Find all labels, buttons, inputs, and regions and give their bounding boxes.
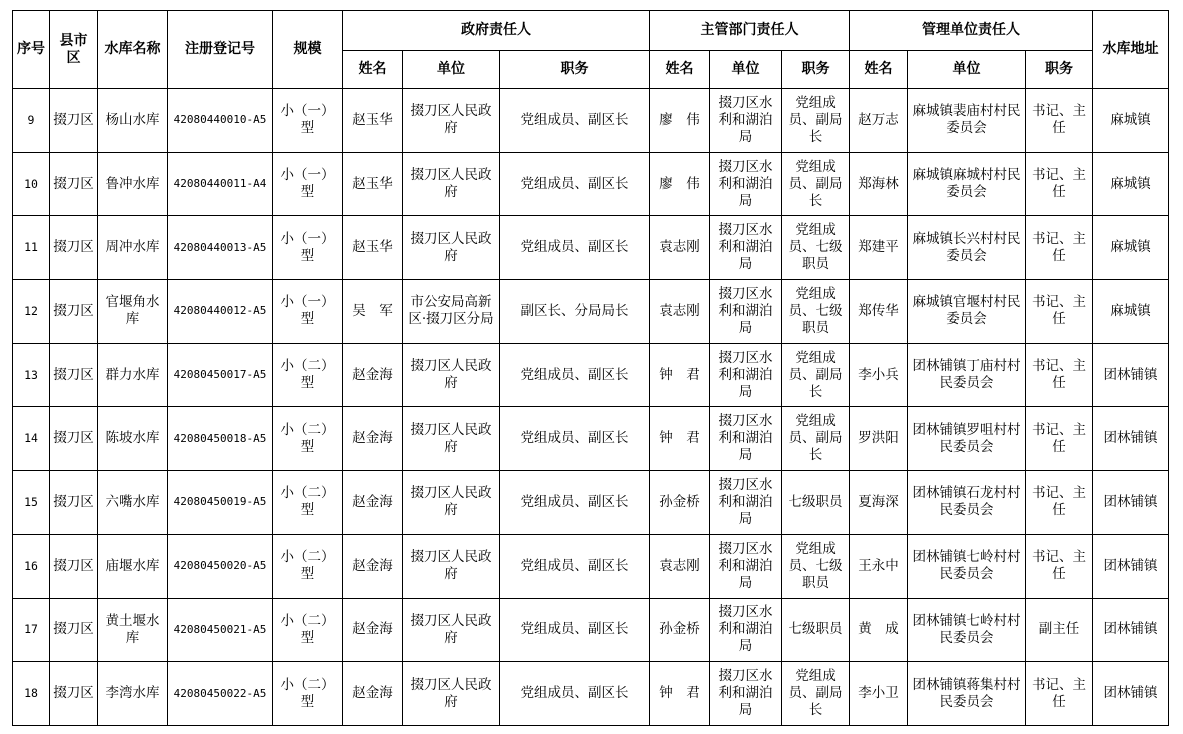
cell-gov-unit: 掇刀区人民政府: [403, 89, 500, 153]
cell-reservoir-name: 黄土堰水库: [98, 598, 168, 662]
table-row: [13, 343, 1169, 407]
cell-registration-number: 42080450022-A5: [168, 662, 273, 726]
header-dept-unit: 单位: [710, 51, 782, 89]
cell-scale: 小（一）型: [273, 152, 343, 216]
cell-dept-name: 袁志刚: [650, 216, 710, 280]
table-row: [13, 407, 1169, 471]
cell-dept-name: 钟 君: [650, 343, 710, 407]
cell-county: 掇刀区: [50, 407, 98, 471]
cell-registration-number: 42080450017-A5: [168, 343, 273, 407]
header-dept-name: 姓名: [650, 51, 710, 89]
cell-mgmt-name: 李小卫: [850, 662, 908, 726]
cell-reservoir-name: 陈坡水库: [98, 407, 168, 471]
header-mgmt-name: 姓名: [850, 51, 908, 89]
header-registration-number: 注册登记号: [168, 11, 273, 89]
cell-mgmt-unit: 团林铺镇七岭村村民委员会: [908, 598, 1026, 662]
cell-gov-title: 党组成员、副区长: [500, 662, 650, 726]
cell-registration-number: 42080450018-A5: [168, 407, 273, 471]
cell-gov-title: 党组成员、副区长: [500, 534, 650, 598]
cell-address: 麻城镇: [1093, 280, 1169, 344]
cell-mgmt-unit: 麻城镇长兴村村民委员会: [908, 216, 1026, 280]
cell-gov-title: 党组成员、副区长: [500, 216, 650, 280]
cell-dept-unit: 掇刀区水利和湖泊局: [710, 216, 782, 280]
cell-scale: 小（一）型: [273, 280, 343, 344]
cell-mgmt-title: 副主任: [1026, 598, 1093, 662]
cell-seq: 9: [13, 89, 50, 153]
cell-dept-title: 党组成员、七级职员: [782, 280, 850, 344]
cell-dept-title: 党组成员、副局长: [782, 89, 850, 153]
cell-dept-name: 袁志刚: [650, 280, 710, 344]
cell-seq: 15: [13, 471, 50, 535]
table-row: [13, 598, 1169, 662]
cell-gov-name: 赵金海: [343, 598, 403, 662]
cell-seq: 10: [13, 152, 50, 216]
cell-gov-unit: 市公安局高新区·掇刀区分局: [403, 280, 500, 344]
cell-registration-number: 42080440013-A5: [168, 216, 273, 280]
cell-mgmt-title: 书记、主任: [1026, 471, 1093, 535]
cell-mgmt-name: 郑海林: [850, 152, 908, 216]
cell-gov-unit: 掇刀区人民政府: [403, 471, 500, 535]
header-gov-unit: 单位: [403, 51, 500, 89]
cell-gov-unit: 掇刀区人民政府: [403, 216, 500, 280]
cell-scale: 小（二）型: [273, 407, 343, 471]
header-mgmt-title: 职务: [1026, 51, 1093, 89]
cell-county: 掇刀区: [50, 152, 98, 216]
cell-dept-unit: 掇刀区水利和湖泊局: [710, 280, 782, 344]
cell-gov-title: 副区长、分局局长: [500, 280, 650, 344]
cell-mgmt-name: 郑建平: [850, 216, 908, 280]
header-reservoir-name: 水库名称: [98, 11, 168, 89]
cell-gov-title: 党组成员、副区长: [500, 471, 650, 535]
cell-mgmt-unit: 团林铺镇丁庙村村民委员会: [908, 343, 1026, 407]
header-mgmt-unit: 单位: [908, 51, 1026, 89]
cell-mgmt-name: 李小兵: [850, 343, 908, 407]
cell-gov-name: 赵玉华: [343, 89, 403, 153]
table-row: [13, 216, 1169, 280]
header-county: 县市区: [50, 11, 98, 89]
cell-gov-name: 赵金海: [343, 662, 403, 726]
cell-gov-name: 赵金海: [343, 471, 403, 535]
cell-county: 掇刀区: [50, 343, 98, 407]
cell-reservoir-name: 六嘴水库: [98, 471, 168, 535]
header-scale: 规模: [273, 11, 343, 89]
cell-gov-unit: 掇刀区人民政府: [403, 534, 500, 598]
cell-mgmt-name: 王永中: [850, 534, 908, 598]
table-row: [13, 471, 1169, 535]
cell-address: 团林铺镇: [1093, 407, 1169, 471]
cell-gov-unit: 掇刀区人民政府: [403, 152, 500, 216]
cell-seq: 12: [13, 280, 50, 344]
cell-county: 掇刀区: [50, 662, 98, 726]
cell-scale: 小（一）型: [273, 216, 343, 280]
cell-scale: 小（一）型: [273, 89, 343, 153]
cell-dept-name: 袁志刚: [650, 534, 710, 598]
cell-registration-number: 42080440010-A5: [168, 89, 273, 153]
cell-dept-name: 钟 君: [650, 662, 710, 726]
table-row: [13, 89, 1169, 153]
cell-county: 掇刀区: [50, 598, 98, 662]
cell-address: 麻城镇: [1093, 152, 1169, 216]
header-address: 水库地址: [1093, 11, 1169, 89]
cell-reservoir-name: 李湾水库: [98, 662, 168, 726]
cell-gov-title: 党组成员、副区长: [500, 343, 650, 407]
cell-gov-name: 吴 军: [343, 280, 403, 344]
cell-gov-unit: 掇刀区人民政府: [403, 598, 500, 662]
cell-county: 掇刀区: [50, 216, 98, 280]
cell-dept-title: 党组成员、七级职员: [782, 216, 850, 280]
cell-seq: 13: [13, 343, 50, 407]
cell-gov-unit: 掇刀区人民政府: [403, 662, 500, 726]
header-gov-name: 姓名: [343, 51, 403, 89]
cell-county: 掇刀区: [50, 280, 98, 344]
cell-reservoir-name: 官堰角水库: [98, 280, 168, 344]
cell-gov-name: 赵金海: [343, 534, 403, 598]
cell-seq: 18: [13, 662, 50, 726]
cell-gov-title: 党组成员、副区长: [500, 407, 650, 471]
cell-scale: 小（二）型: [273, 598, 343, 662]
table-row: [13, 152, 1169, 216]
cell-dept-name: 孙金桥: [650, 598, 710, 662]
cell-county: 掇刀区: [50, 89, 98, 153]
cell-seq: 11: [13, 216, 50, 280]
cell-dept-unit: 掇刀区水利和湖泊局: [710, 343, 782, 407]
header-management-responsible: 管理单位责任人: [850, 11, 1093, 51]
cell-registration-number: 42080440011-A4: [168, 152, 273, 216]
cell-mgmt-title: 书记、主任: [1026, 216, 1093, 280]
cell-dept-unit: 掇刀区水利和湖泊局: [710, 407, 782, 471]
cell-address: 团林铺镇: [1093, 598, 1169, 662]
cell-dept-title: 党组成员、七级职员: [782, 534, 850, 598]
cell-reservoir-name: 庙堰水库: [98, 534, 168, 598]
cell-mgmt-unit: 团林铺镇罗咀村村民委员会: [908, 407, 1026, 471]
cell-address: 团林铺镇: [1093, 471, 1169, 535]
cell-mgmt-unit: 团林铺镇蒋集村村民委员会: [908, 662, 1026, 726]
cell-seq: 16: [13, 534, 50, 598]
cell-gov-title: 党组成员、副区长: [500, 152, 650, 216]
cell-scale: 小（二）型: [273, 534, 343, 598]
cell-dept-title: 党组成员、副局长: [782, 662, 850, 726]
cell-gov-name: 赵玉华: [343, 152, 403, 216]
cell-dept-name: 廖 伟: [650, 89, 710, 153]
cell-dept-unit: 掇刀区水利和湖泊局: [710, 471, 782, 535]
cell-gov-name: 赵金海: [343, 407, 403, 471]
cell-dept-title: 党组成员、副局长: [782, 152, 850, 216]
header-seq: 序号: [13, 11, 50, 89]
cell-address: 团林铺镇: [1093, 534, 1169, 598]
header-row-1: [13, 11, 1169, 51]
cell-registration-number: 42080450020-A5: [168, 534, 273, 598]
reservoir-responsibility-table: [12, 10, 1169, 726]
cell-scale: 小（二）型: [273, 471, 343, 535]
cell-address: 团林铺镇: [1093, 343, 1169, 407]
cell-dept-title: 党组成员、副局长: [782, 343, 850, 407]
cell-dept-unit: 掇刀区水利和湖泊局: [710, 598, 782, 662]
cell-gov-title: 党组成员、副区长: [500, 598, 650, 662]
cell-dept-name: 钟 君: [650, 407, 710, 471]
table-row: [13, 662, 1169, 726]
cell-dept-unit: 掇刀区水利和湖泊局: [710, 534, 782, 598]
cell-dept-name: 廖 伟: [650, 152, 710, 216]
cell-mgmt-title: 书记、主任: [1026, 89, 1093, 153]
cell-gov-title: 党组成员、副区长: [500, 89, 650, 153]
header-government-responsible: 政府责任人: [343, 11, 650, 51]
cell-dept-name: 孙金桥: [650, 471, 710, 535]
cell-dept-title: 七级职员: [782, 598, 850, 662]
table-body: [13, 89, 1169, 726]
cell-mgmt-title: 书记、主任: [1026, 662, 1093, 726]
cell-gov-name: 赵玉华: [343, 216, 403, 280]
cell-mgmt-title: 书记、主任: [1026, 152, 1093, 216]
cell-mgmt-title: 书记、主任: [1026, 343, 1093, 407]
cell-registration-number: 42080450019-A5: [168, 471, 273, 535]
cell-registration-number: 42080450021-A5: [168, 598, 273, 662]
cell-mgmt-unit: 团林铺镇七岭村村民委员会: [908, 534, 1026, 598]
cell-seq: 17: [13, 598, 50, 662]
cell-address: 团林铺镇: [1093, 662, 1169, 726]
cell-registration-number: 42080440012-A5: [168, 280, 273, 344]
cell-dept-title: 党组成员、副局长: [782, 407, 850, 471]
cell-mgmt-name: 罗洪阳: [850, 407, 908, 471]
cell-scale: 小（二）型: [273, 343, 343, 407]
cell-county: 掇刀区: [50, 534, 98, 598]
cell-address: 麻城镇: [1093, 216, 1169, 280]
header-dept-title: 职务: [782, 51, 850, 89]
cell-reservoir-name: 周冲水库: [98, 216, 168, 280]
header-department-responsible: 主管部门责任人: [650, 11, 850, 51]
header-gov-title: 职务: [500, 51, 650, 89]
cell-gov-unit: 掇刀区人民政府: [403, 343, 500, 407]
cell-mgmt-name: 郑传华: [850, 280, 908, 344]
cell-mgmt-title: 书记、主任: [1026, 407, 1093, 471]
cell-mgmt-unit: 麻城镇裴庙村村民委员会: [908, 89, 1026, 153]
cell-mgmt-unit: 麻城镇官堰村村民委员会: [908, 280, 1026, 344]
cell-mgmt-title: 书记、主任: [1026, 280, 1093, 344]
cell-mgmt-name: 黄 成: [850, 598, 908, 662]
cell-dept-unit: 掇刀区水利和湖泊局: [710, 662, 782, 726]
table-row: [13, 280, 1169, 344]
cell-scale: 小（二）型: [273, 662, 343, 726]
cell-reservoir-name: 群力水库: [98, 343, 168, 407]
cell-mgmt-title: 书记、主任: [1026, 534, 1093, 598]
cell-reservoir-name: 鲁冲水库: [98, 152, 168, 216]
cell-address: 麻城镇: [1093, 89, 1169, 153]
cell-dept-title: 七级职员: [782, 471, 850, 535]
cell-mgmt-name: 赵万志: [850, 89, 908, 153]
cell-county: 掇刀区: [50, 471, 98, 535]
cell-mgmt-name: 夏海深: [850, 471, 908, 535]
cell-gov-name: 赵金海: [343, 343, 403, 407]
cell-dept-unit: 掇刀区水利和湖泊局: [710, 152, 782, 216]
table-row: [13, 534, 1169, 598]
cell-gov-unit: 掇刀区人民政府: [403, 407, 500, 471]
cell-mgmt-unit: 麻城镇麻城村村民委员会: [908, 152, 1026, 216]
cell-seq: 14: [13, 407, 50, 471]
cell-dept-unit: 掇刀区水利和湖泊局: [710, 89, 782, 153]
cell-reservoir-name: 杨山水库: [98, 89, 168, 153]
cell-mgmt-unit: 团林铺镇石龙村村民委员会: [908, 471, 1026, 535]
